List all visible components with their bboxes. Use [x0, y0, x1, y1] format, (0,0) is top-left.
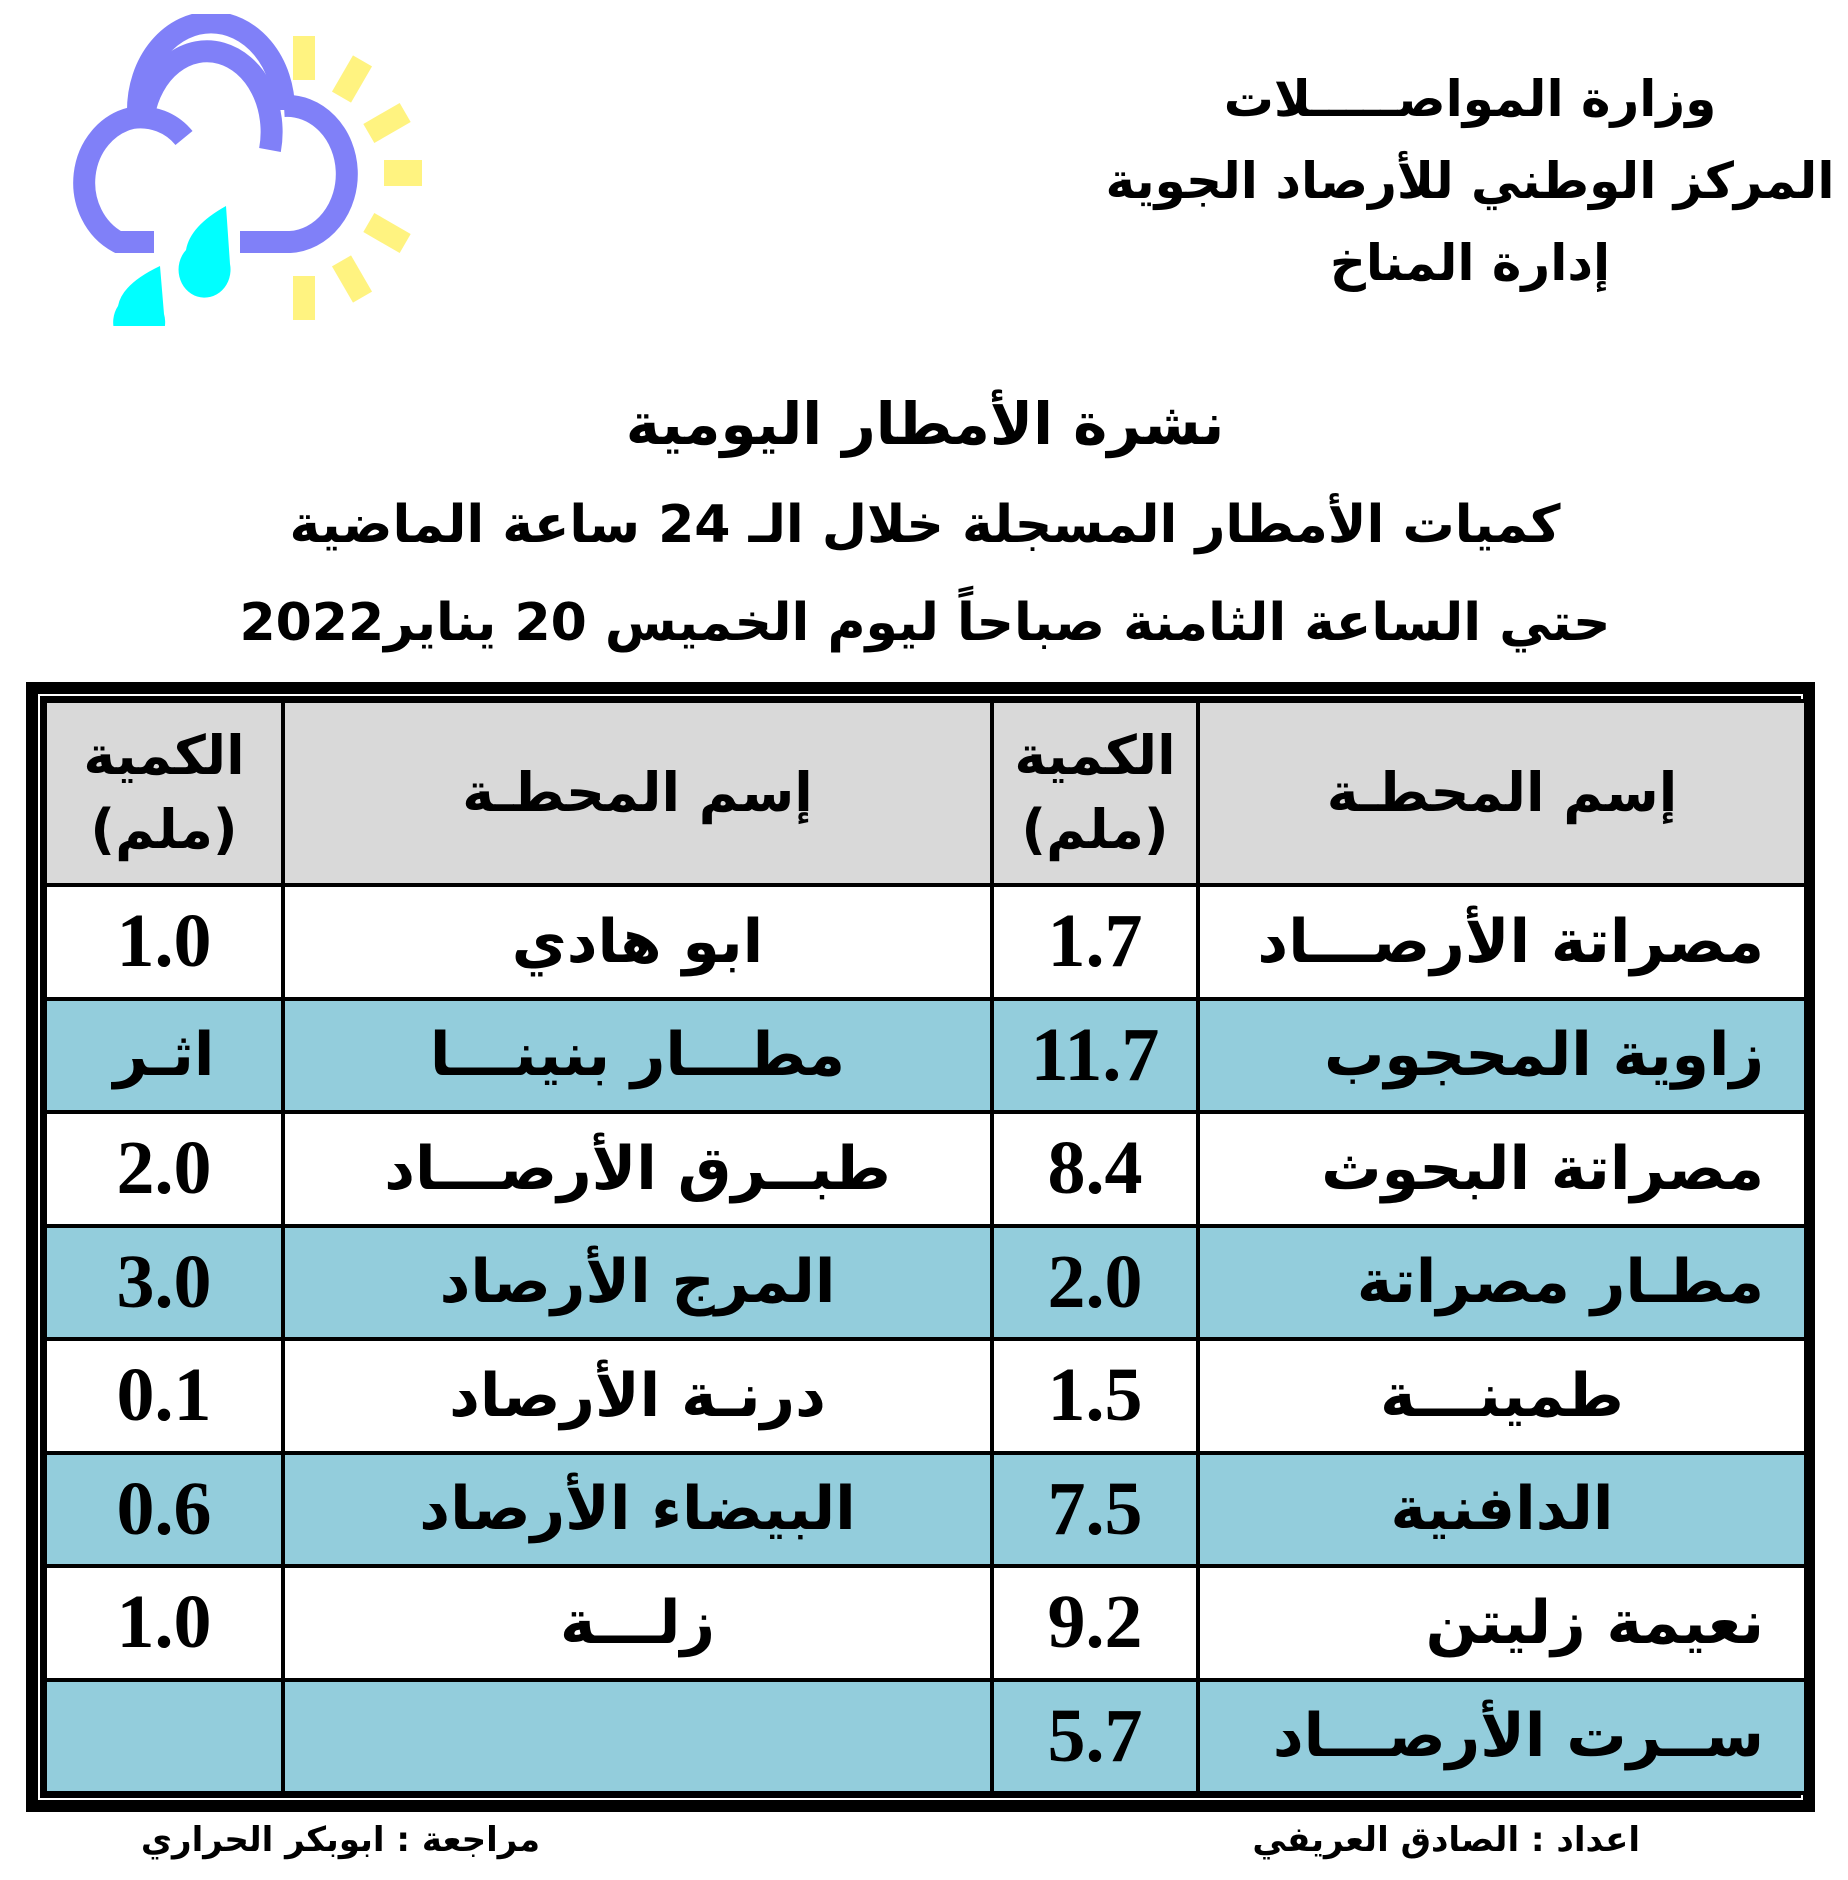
rain-amount: 0.6 — [45, 1453, 283, 1567]
rain-amount: 2.0 — [992, 1226, 1198, 1340]
rain-amount: 9.2 — [992, 1566, 1198, 1680]
station-name: مصراتة البحوث — [1198, 1112, 1806, 1226]
table-row — [45, 885, 1806, 999]
table-row — [45, 1453, 1806, 1567]
station-name: ســرت الأرصـــاد — [1198, 1680, 1806, 1794]
header-amount-unit: (ملم) — [1021, 798, 1169, 861]
header-amount-unit: (ملم) — [90, 798, 238, 861]
table-row — [45, 1680, 1806, 1794]
station-name — [283, 1680, 992, 1794]
rain-amount: 1.5 — [992, 1339, 1198, 1453]
header-amount-left — [45, 701, 283, 885]
rain-amount: 8.4 — [992, 1112, 1198, 1226]
department-name: إدارة المناخ — [1329, 234, 1611, 292]
station-name: درنـة الأرصاد — [283, 1339, 992, 1453]
table-row — [45, 1339, 1806, 1453]
rain-amount: 1.0 — [45, 885, 283, 999]
table-header-row — [45, 701, 1806, 885]
bulletin-subtitle-date: حتي الساعة الثامنة صباحاً ليوم الخميس 20 يناير2022 — [239, 593, 1611, 653]
rain-amount: 7.5 — [992, 1453, 1198, 1567]
station-name: طمينـــة — [1198, 1339, 1806, 1453]
station-name: مطـار مصراتة — [1198, 1226, 1806, 1340]
bulletin-title: نشرة الأمطار اليومية — [625, 390, 1225, 458]
header-amount-label: الكمية — [1014, 724, 1176, 787]
rain-amount: 3.0 — [45, 1226, 283, 1340]
center-name: المركز الوطني للأرصاد الجوية — [1105, 152, 1835, 210]
table-row — [45, 999, 1806, 1113]
ministry-name: وزارة المواصـــــلات — [1223, 70, 1717, 128]
rain-amount: 5.7 — [992, 1680, 1198, 1794]
station-name: طبــرق الأرصـــاد — [283, 1112, 992, 1226]
rain-amount: اثـر — [45, 999, 283, 1113]
rain-amount: 2.0 — [45, 1112, 283, 1226]
rain-amount: 0.1 — [45, 1339, 283, 1453]
cloud-rain-sun-icon — [58, 14, 438, 326]
rainfall-table — [43, 699, 1808, 1795]
station-name: ابو هادي — [283, 885, 992, 999]
rain-amount: 11.7 — [992, 999, 1198, 1113]
reviewed-by: مراجعة : ابوبكر الحراري — [140, 1820, 540, 1860]
station-name: البيضاء الأرصاد — [283, 1453, 992, 1567]
table-row — [45, 1566, 1806, 1680]
station-name: مصراتة الأرصـــاد — [1198, 885, 1806, 999]
table-row — [45, 1112, 1806, 1226]
rainfall-table-frame — [26, 682, 1815, 1812]
rain-amount — [45, 1680, 283, 1794]
station-name: نعيمة زليتن — [1198, 1566, 1806, 1680]
header-station-left: إسم المحطـة — [283, 701, 992, 885]
bulletin-titles — [200, 372, 1650, 672]
station-name: المرج الأرصاد — [283, 1226, 992, 1340]
station-name: زلـــة — [283, 1566, 992, 1680]
rain-amount: 1.7 — [992, 885, 1198, 999]
header-amount-label: الكمية — [83, 724, 245, 787]
station-name: زاوية المحجوب — [1198, 999, 1806, 1113]
organization-header — [1100, 58, 1840, 304]
table-row — [45, 1226, 1806, 1340]
bulletin-subtitle-period: كميات الأمطار المسجلة خلال الـ 24 ساعة الماضية — [289, 495, 1561, 555]
prepared-by: اعداد : الصادق العريفي — [1252, 1820, 1640, 1860]
header-station-right: إسم المحطـة — [1198, 701, 1806, 885]
weather-logo — [58, 14, 438, 326]
rain-amount: 1.0 — [45, 1566, 283, 1680]
station-name: مطـــار بنينـــا — [283, 999, 992, 1113]
header-amount-right — [992, 701, 1198, 885]
station-name: الدافنية — [1198, 1453, 1806, 1567]
